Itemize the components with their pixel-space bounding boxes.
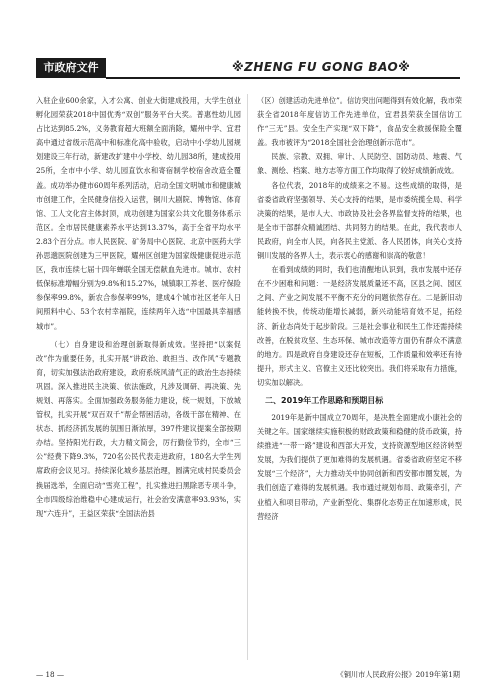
section-heading: 二、2019年工作思路和预期目标 bbox=[265, 395, 384, 405]
right-paragraph-2: 民族、宗教、双拥、审计、人民防空、国防动员、地震、气象、测绘、档案、地方志等方面工作均取得了较好成绩新成效。 bbox=[257, 152, 462, 176]
right-paragraph-5: 2019年是新中国成立70周年，是决胜全面建成小康社会的关键之年。国家继续实施积极的财政政策和稳健的货币政策，持续推进“一带一路”建设和西部大开发，支持资源型地区经济转型发展，为我们提供了更加难得的发展机遇。省委省政府坚定不移发展“三个经济”，大力推动关中协同创新和西安都市圈发展，为我们创造了难得的发展机遇。我市通过规划布局、政策牵引，产业植入和项目带动，产业新型化、集群化态势正在加速形成，民营经济 bbox=[257, 412, 462, 521]
page-number: — 18 — bbox=[36, 670, 65, 679]
column-divider bbox=[247, 94, 248, 660]
header-rule bbox=[106, 77, 460, 79]
right-column bbox=[257, 94, 462, 524]
right-paragraph-1: （区）创建活动先进单位”。信访突出问题得到有效化解，我市荣获全省2018年度信访工作先进单位，宜君县荣获全国信访工作“三无”县。安全生产实现“双下降”，食品安全救援保险全覆盖。我市被评为“2018全国社会治理创新示范市”。 bbox=[257, 96, 462, 148]
journal-brand: ※ZHENG FU GONG BAO※ bbox=[232, 60, 411, 74]
page-footer bbox=[36, 670, 460, 682]
left-paragraph-2: （七）自身建设和治理创新取得新成效。坚持把“以案促改”作为重要任务，扎实开展“讲政治、敢担当、改作风”专题教育，切实加强法治政府建设，政府系统风清气正的政治生态持续巩固。深入推进民主决策、依法施政，凡涉及调研、再决策、先规划、再落实。全面加强政务服务能力建设，统一规划，下放城管权，扎实开展“双百双千”帮企帮困活动，各级干部在精神、在状态、抓经济抓发展的氛围日渐浓厚，397件建议提案全部按期办结。坚持阳光行政，大力精文简会，厉行勤俭节约，全市“三公”经费下降9.3%，720名公民代表走进政府，180名大学生列席政府会议见习。持续深化城乡基层治理，圆满完成村民委员会换届选举，全面启动“雪亮工程”，扎实推进扫黑除恶专项斗争，全市四级综治维稳中心建成运行，社会治安满意率93.93%，实现“六连升”，王益区荣获“全国法治县 bbox=[36, 339, 241, 518]
left-paragraph-1: 入驻企业600余家，入才公寓、创业大街建成投用，大学生创业孵化园荣获2018中国优秀“双创”服务平台大奖。普惠性幼儿园占比达到85.2%，义务教育超大班额全面消除，耀州中学、宜君高中通过省级示范高中和标准化高中验收，启动中小学幼儿园规划建设三年行动，新建改扩建中小学校、幼儿园38所，建成投用25所，全市中小学、幼儿园直饮水和寄宿制学校宿舍改造全覆盖。成功举办健市60周年系列活动，启动全国文明城市和健康城市创建工作，全民健身信投入运营，铜川大剧院、博物馆、体育馆、工人文化宫主体封顶，成功创建为国家公共文化服务体系示范区。全市居民健康素养水平达到13.37%，高于全省平均水平2.83个百分点。市人民医院、矿务局中心医院、北京中医药大学孙思邈医院创建为三甲医院，耀州区创建为国家级健康促进示范区，我市连续七届十四年蝉联全国无偿献血先进市。城市、农村低保标准增幅分别为9.8%和15.27%，城镇职工养老、医疗保险参保率99.8%，新农合参保率99%，建成4个城市社区老年人日间照料中心、53个农村幸福院，连续两年入选“中国最具幸福感城市”。 bbox=[36, 96, 241, 331]
right-paragraph-4: 在看到成绩的同时，我们也清醒地认识到，我市发展中还存在不少困难和问题：一是经济发展质量还不高，区县之间、园区之间、产业之间发展不平衡不充分的问题依然存在。二是新旧动能转换不快，传统动能增长减弱，新兴动能培育效不足，拓经济、新业态尚处于起步阶段。三是社会事业和民生工作还需持续改善，在脱贫攻坚、生态环保、城市改造等方面仍有群众不满意的地方。四是政府自身建设还存在短板，工作质量和效率还有待提升，形式主义、官僚主义还比较突出。我们将采取有力措施，切实加以解决。 bbox=[257, 265, 462, 387]
right-paragraph-3: 各位代表，2018年的成绩来之不易。这些成绩的取得，是省委省政府坚强领导、关心支持的结果，是市委统揽全局、科学决策的结果，是市人大、市政协及社会各界监督支持的结果，也是全市干部群众精诚团结、共同努力的结果。在此，我代表市人民政府，向全市人民，向各民主党派、各人民团体，向关心支持铜川发展的各界人士，表示衷心的感谢和崇高的敬意！ bbox=[257, 180, 462, 261]
journal-issue: 《铜川市人民政府公报》2019年第1期 bbox=[336, 670, 460, 679]
section-label: 市政府文件 bbox=[36, 58, 106, 78]
left-column bbox=[36, 94, 241, 521]
page-header bbox=[36, 58, 460, 80]
